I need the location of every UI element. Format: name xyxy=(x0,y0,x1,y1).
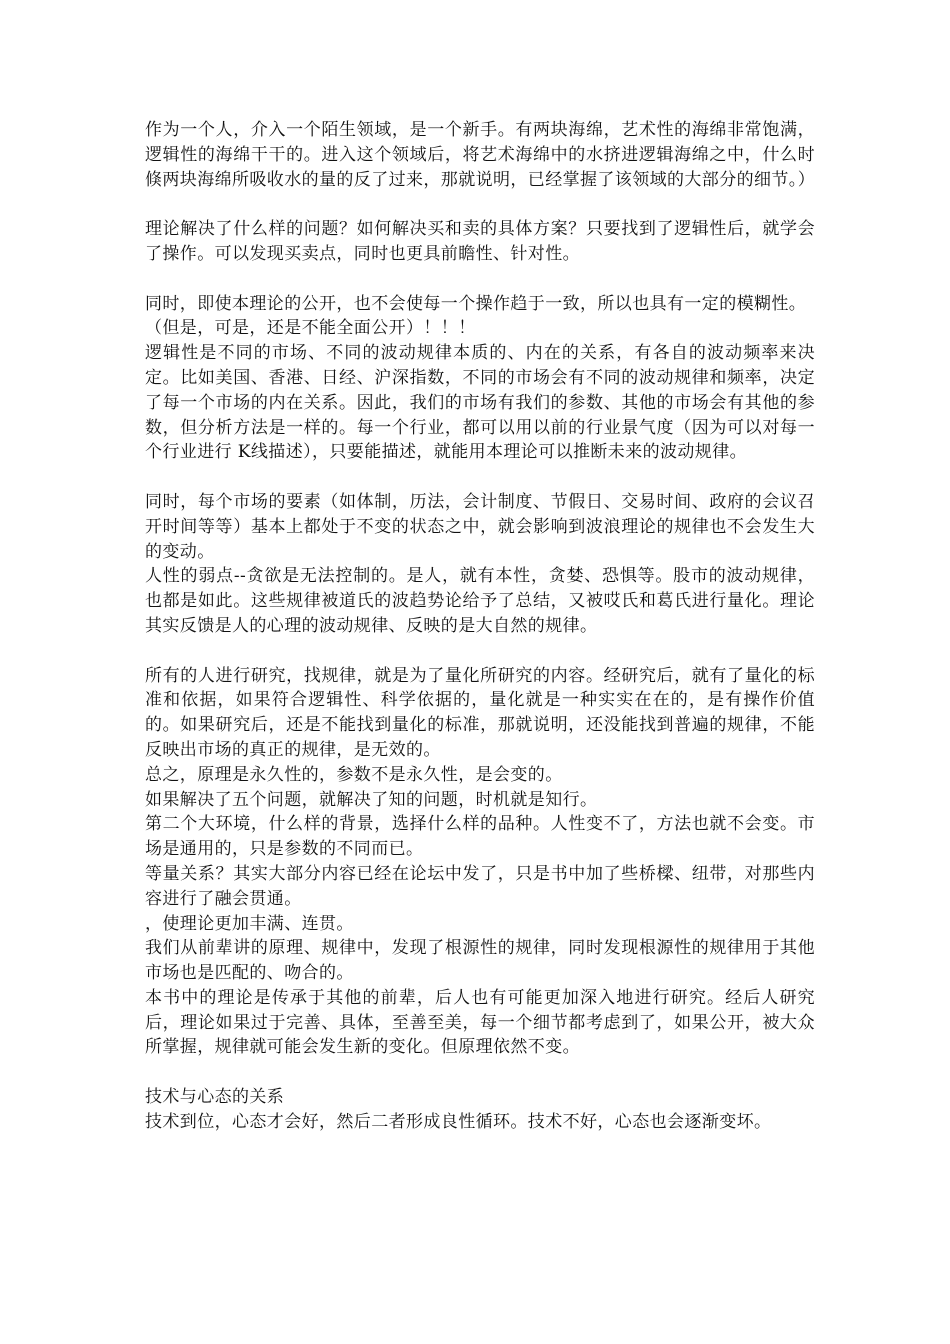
paragraph-gap xyxy=(145,267,815,292)
paragraph-logic-markets: 逻辑性是不同的市场、不同的波动规律本质的、内在的关系，有各自的波动频率来决定。比如美国、香港、日经、沪深指数，不同的市场会有不同的波动规律和频率，决定了每一个市场的内在关系。因此，我们的市场有我们的参数、其他的市场会有其他的参数，但分析方法是一样的。每一个行业，都可以用以前的行业景气度（因为可以对每一个行业进行 K线描述），只要能描述，就能用本理论可以推断未来的波动规律。 xyxy=(145,343,815,463)
paragraph-human-weakness: 人性的弱点--贪欲是无法控制的。是人，就有本性，贪婪、恐惧等。股市的波动规律，也都是如此。这些规律被道氏的波趋势论给予了总结，又被哎氏和葛氏进行量化。理论其实反馈是人的心理的波动规律、反映的是大自然的规律。 xyxy=(145,566,815,636)
paragraph-sponge-metaphor: 作为一个人，介入一个陌生领域，是一个新手。有两块海绵，艺术性的海绵非常饱满，逻辑性的海绵干干的。进入这个领域后，将艺术海绵中的水挤进逻辑海绵之中，什么时倏两块海绵所吸收水的量的反了过来，那就说明，已经掌握了该领域的大部分的细节。） xyxy=(145,120,816,190)
paragraph-not-fully-public: （但是，可是，还是不能全面公开）！！！ xyxy=(145,318,476,339)
paragraph-gap xyxy=(145,639,815,664)
paragraph-fuzziness: 同时，即使本理论的公开，也不会使每一个操作趋于一致，所以也具有一定的模糊性。 xyxy=(145,293,807,314)
paragraph-equivalence: 等量关系？其实大部分内容已经在论坛中发了，只是书中加了些桥樑、纽带，对那些内容进行了融会贯通。 xyxy=(145,863,815,909)
paragraph-principle-permanent: 总之，原理是永久性的，参数不是永久性，是会变的。 xyxy=(145,764,563,785)
paragraph-root-rules: 我们从前辈讲的原理、规律中，发现了根源性的规律，同时发现根源性的规律用于其他市场也是匹配的、吻合的。 xyxy=(145,938,815,984)
section-heading-technique-mindset: 技术与心态的关系 xyxy=(145,1087,285,1108)
paragraph-gap xyxy=(145,1060,815,1085)
paragraph-market-elements: 同时，每个市场的要素（如体制，历法，会计制度、节假日、交易时间、政府的会议召开时间等等）基本上都处于不变的状态之中，就会影响到波浪理论的规律也不会发生大的变动。 xyxy=(145,491,815,562)
paragraph-five-questions: 如果解决了五个问题，就解决了知的问题，时机就是知行。 xyxy=(145,789,598,810)
document-body xyxy=(145,118,815,1135)
paragraph-environment: 第二个大环境，什么样的背景，选择什么样的品种。人性变不了，方法也就不会变。市场是通用的，只是参数的不同而已。 xyxy=(145,814,815,860)
paragraph-coherent: ，使理论更加丰满、连贯。 xyxy=(145,913,354,934)
paragraph-inheritance: 本书中的理论是传承于其他的前辈，后人也有可能更加深入地进行研究。经后人研究后，理论如果过于完善、具体，至善至美，每一个细节都考虑到了，如果公开，被大众所掌握，规律就可能会发生新的变化。但原理依然不变。 xyxy=(145,987,815,1058)
paragraph-gap xyxy=(145,465,815,490)
paragraph-gap xyxy=(145,192,815,217)
paragraph-theory-solves: 理论解决了什么样的问题？如何解决买和卖的具体方案？只要找到了逻辑性后，就学会了操作。可以发现买卖点，同时也更具前瞻性、针对性。 xyxy=(145,219,815,264)
paragraph-technique-mindset: 技术到位，心态才会好，然后二者形成良性循环。技术不好，心态也会逐渐变坏。 xyxy=(145,1111,772,1132)
paragraph-quantification: 所有的人进行研究，找规律，就是为了量化所研究的内容。经研究后，就有了量化的标准和依据，如果符合逻辑性、科学依据的，量化就是一种实实在在的，是有操作价值的。如果研究后，还是不能找到量化的标准，那就说明，还没能找到普遍的规律，不能反映出市场的真正的规律，是无效的。 xyxy=(145,665,815,760)
